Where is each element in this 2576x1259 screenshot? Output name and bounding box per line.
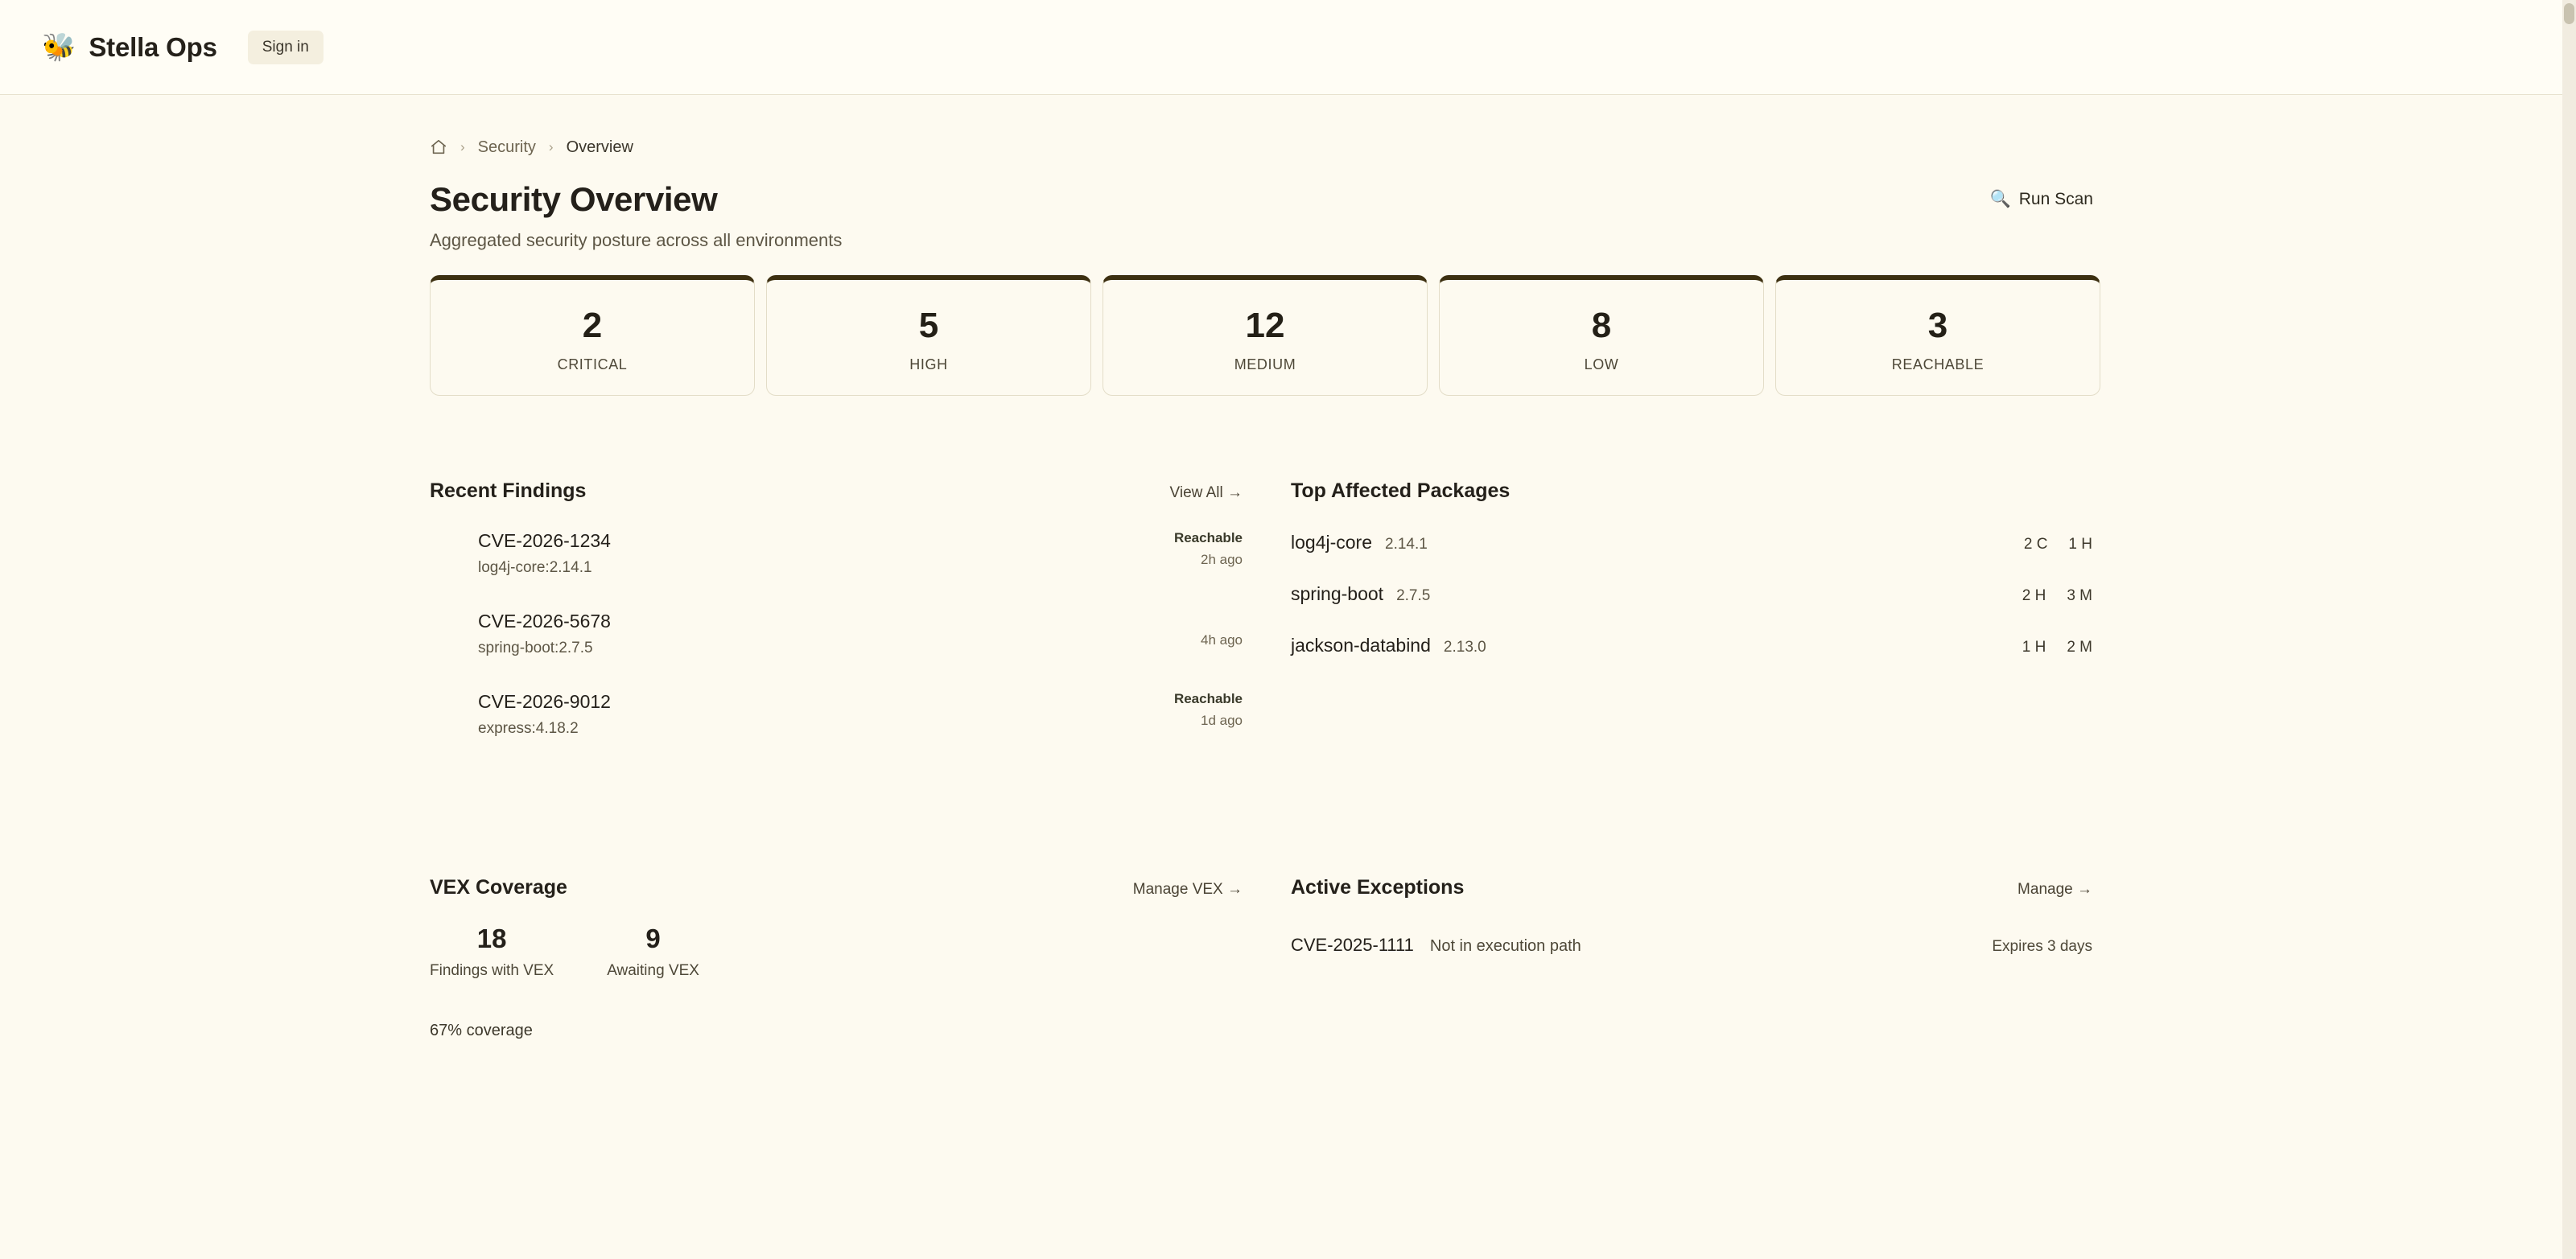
- recent-findings-list: [430, 530, 1291, 738]
- page-content: [0, 95, 2576, 1040]
- active-exceptions-header: [1291, 876, 2120, 899]
- run-scan-button[interactable]: [1990, 190, 2093, 209]
- package-version: 2.14.1: [1385, 536, 1428, 553]
- stat-card-low[interactable]: [1439, 275, 1764, 396]
- lower-panels: [430, 876, 2120, 1040]
- finding-timestamp: 2h ago: [1201, 552, 1243, 567]
- vex-coverage-header: [430, 876, 1291, 899]
- breadcrumb: [430, 134, 2120, 161]
- stat-label: REACHABLE: [1891, 356, 1985, 373]
- list-item[interactable]: [1291, 532, 2120, 553]
- run-scan-label: Run Scan: [2018, 190, 2093, 208]
- upper-panels: [430, 479, 2120, 771]
- finding-package: spring-boot:2.7.5: [478, 640, 593, 656]
- stat-value: 8: [1591, 305, 1612, 345]
- package-name: jackson-databind: [1291, 635, 1431, 656]
- list-item[interactable]: [430, 691, 1291, 738]
- finding-id: CVE-2026-1234: [478, 530, 611, 551]
- vex-stat-label: Findings with VEX: [430, 962, 554, 979]
- list-item[interactable]: [430, 530, 1291, 577]
- package-version: 2.7.5: [1396, 587, 1431, 604]
- status-badge: Reachable: [1173, 691, 1243, 706]
- vex-stat-findings-with-vex: [430, 924, 554, 980]
- manage-exceptions-button[interactable]: Manage →: [2018, 881, 2092, 898]
- top-packages-list: [1291, 532, 2120, 656]
- package-version: 2.13.0: [1443, 639, 1486, 656]
- stat-card-reachable[interactable]: [1775, 275, 2100, 396]
- stat-card-high[interactable]: [766, 275, 1091, 396]
- breadcrumb-separator-2: ›: [548, 139, 554, 154]
- stat-label: LOW: [1584, 356, 1619, 373]
- vex-coverage-text: 67% coverage: [430, 1022, 533, 1039]
- stat-value: 3: [1927, 305, 1948, 345]
- home-icon[interactable]: [430, 138, 447, 156]
- status-badge: Reachable: [1173, 530, 1243, 545]
- top-packages-header: [1291, 479, 2120, 503]
- scrollbar-thumb[interactable]: [2564, 3, 2574, 24]
- list-item[interactable]: [1291, 635, 2120, 656]
- exception-expiry: Expires 3 days: [1992, 938, 2092, 955]
- stat-card-medium[interactable]: [1103, 275, 1428, 396]
- stat-label: CRITICAL: [557, 356, 628, 373]
- stat-label: MEDIUM: [1234, 356, 1296, 373]
- vex-coverage-panel: [430, 876, 1291, 1040]
- severity-count: 3 M: [2067, 587, 2092, 604]
- top-bar: [0, 0, 2576, 95]
- stat-value: 12: [1245, 305, 1285, 345]
- page-subtitle: Aggregated security posture across all environments: [430, 230, 843, 250]
- breadcrumb-item-overview: Overview: [566, 138, 633, 156]
- vex-stat-value: 18: [476, 924, 507, 953]
- severity-summary-cards: [430, 275, 2120, 396]
- page-scrollbar[interactable]: [2562, 0, 2576, 1259]
- finding-id: CVE-2026-9012: [478, 691, 611, 712]
- severity-count: 2 M: [2067, 639, 2092, 656]
- panel-title: Recent Findings: [430, 479, 587, 502]
- finding-package: log4j-core:2.14.1: [478, 559, 592, 576]
- brand[interactable]: [42, 32, 217, 63]
- vex-stats: [430, 924, 1291, 980]
- brand-name: Stella Ops: [89, 31, 217, 62]
- recent-findings-header: [430, 479, 1291, 503]
- severity-count: 1 H: [2022, 639, 2046, 656]
- page-header: [430, 180, 2120, 251]
- finding-package: express:4.18.2: [478, 720, 579, 737]
- finding-timestamp: 1d ago: [1201, 713, 1243, 728]
- panel-title: Active Exceptions: [1291, 876, 1465, 899]
- exception-note: Not in execution path: [1429, 937, 1581, 955]
- list-item[interactable]: [1291, 935, 2120, 956]
- package-name: log4j-core: [1291, 532, 1372, 553]
- stat-card-critical[interactable]: [430, 275, 755, 396]
- severity-count: 2 C: [2023, 536, 2048, 553]
- stat-value: 5: [918, 305, 939, 345]
- vex-stat-value: 9: [645, 924, 661, 953]
- severity-count: 1 H: [2068, 536, 2092, 553]
- manage-vex-button[interactable]: Manage VEX →: [1132, 881, 1243, 898]
- breadcrumb-separator-1: ›: [460, 139, 465, 154]
- panel-title: VEX Coverage: [430, 876, 567, 899]
- panel-title: Top Affected Packages: [1291, 479, 1511, 502]
- list-item[interactable]: [1291, 583, 2120, 605]
- list-item[interactable]: [430, 611, 1291, 657]
- recent-findings-panel: [430, 479, 1291, 771]
- sign-in-button[interactable]: Sign in: [248, 31, 324, 64]
- top-packages-panel: [1291, 479, 2120, 771]
- active-exceptions-panel: [1291, 876, 2120, 1040]
- magnifier-icon: 🔍: [1989, 190, 2011, 208]
- severity-count: 2 H: [2022, 587, 2046, 604]
- stat-value: 2: [582, 305, 603, 345]
- status-badge: [1201, 611, 1243, 627]
- page-title: Security Overview: [430, 180, 718, 218]
- breadcrumb-item-security[interactable]: Security: [477, 138, 536, 156]
- vex-stat-label: Awaiting VEX: [607, 962, 699, 979]
- stat-label: HIGH: [909, 356, 948, 373]
- finding-id: CVE-2026-5678: [478, 611, 611, 632]
- finding-timestamp: 4h ago: [1201, 632, 1243, 648]
- package-name: spring-boot: [1291, 583, 1384, 604]
- bee-icon: 🐝: [42, 31, 76, 63]
- view-all-findings-button[interactable]: View All →: [1169, 484, 1243, 501]
- vex-stat-awaiting-vex: [607, 924, 699, 980]
- exception-id: CVE-2025-1111: [1291, 935, 1414, 955]
